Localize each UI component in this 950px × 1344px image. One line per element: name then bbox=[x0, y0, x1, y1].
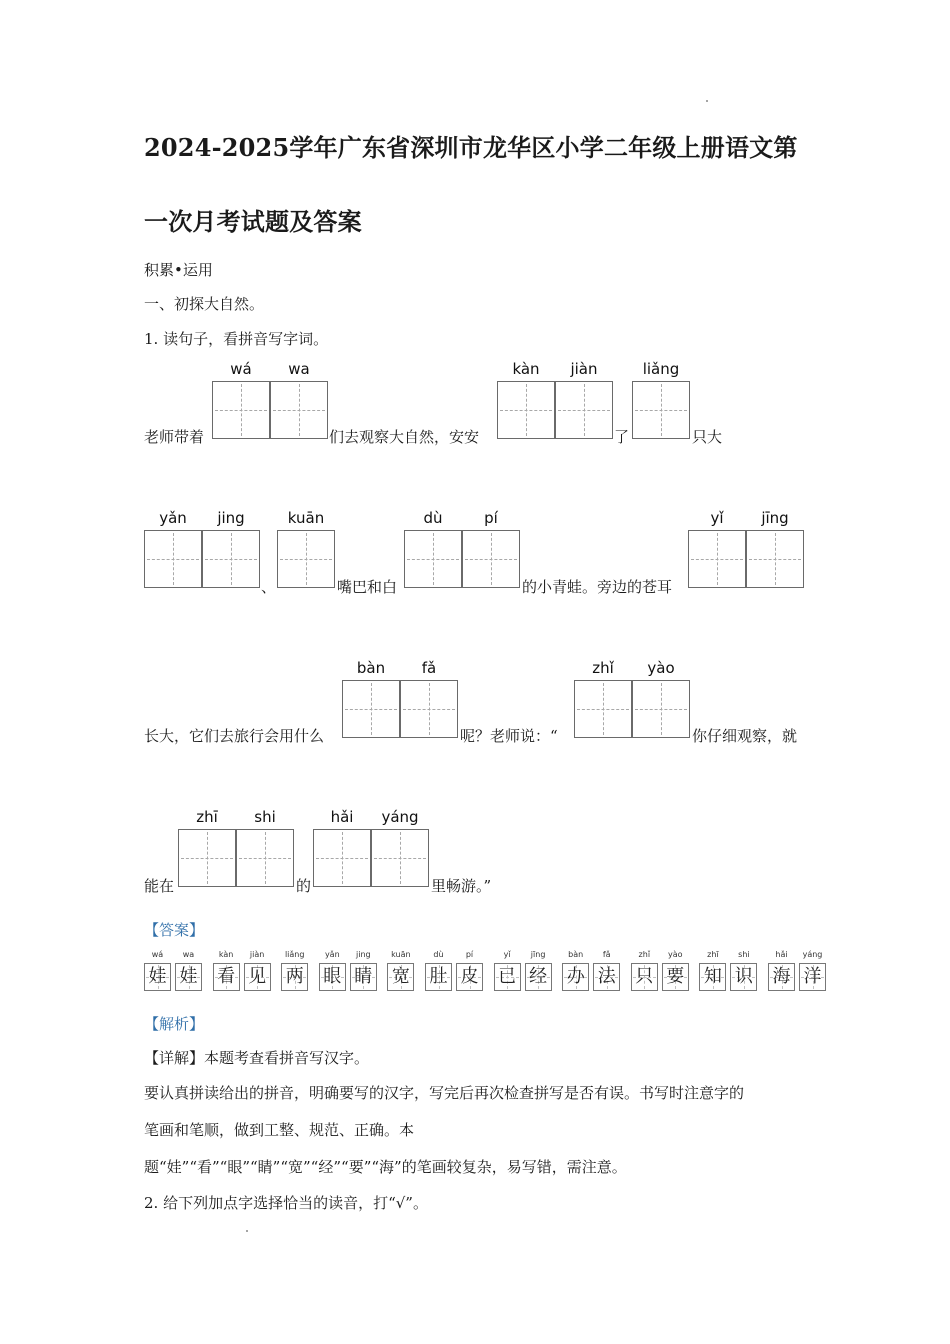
pinyin-label: jing bbox=[217, 509, 245, 527]
sentence-segment: 你仔细观察，就 bbox=[692, 727, 798, 745]
answer-pinyin: jing bbox=[356, 950, 371, 959]
sentence-segment: 的 bbox=[296, 877, 312, 895]
pinyin-label: zhī bbox=[196, 808, 218, 826]
writing-box[interactable] bbox=[144, 530, 202, 588]
answer-char: 海 bbox=[772, 966, 791, 987]
answer-pinyin: kuān bbox=[391, 950, 411, 959]
answer-char: 两 bbox=[285, 966, 304, 987]
answer-char-cell bbox=[350, 963, 377, 991]
pinyin-label: yáng bbox=[381, 808, 419, 826]
answer-char: 见 bbox=[248, 966, 267, 987]
answer-pinyin: zhǐ bbox=[638, 950, 651, 959]
answer-pinyin: wá bbox=[151, 950, 164, 959]
writing-box[interactable] bbox=[236, 829, 294, 887]
writing-box[interactable] bbox=[632, 680, 690, 738]
answer-char-cell bbox=[699, 963, 726, 991]
writing-box[interactable] bbox=[371, 829, 429, 887]
analysis-paragraph: 题“娃”“看”“眼”“睛”“宽”“经”“要”“海”的笔画较复杂，易写错，需注意。 bbox=[144, 1158, 627, 1176]
answer-char: 已 bbox=[498, 966, 517, 987]
answer-pinyin: yáng bbox=[802, 950, 823, 959]
answer-char-cell bbox=[662, 963, 689, 991]
answer-pinyin: liǎng bbox=[284, 950, 305, 959]
pinyin-label: zhǐ bbox=[592, 659, 614, 677]
answer-char: 识 bbox=[734, 966, 753, 987]
answer-char-cell bbox=[730, 963, 757, 991]
sentence-segment: 们去观察大自然，安安 bbox=[329, 428, 480, 446]
writing-box[interactable] bbox=[212, 381, 270, 439]
answer-pinyin: jiàn bbox=[249, 950, 265, 959]
question-1-prompt: 1. 读句子，看拼音写字词。 bbox=[144, 330, 329, 348]
pinyin-label: jiàn bbox=[570, 360, 598, 378]
sentence-segment: 里畅游。” bbox=[431, 877, 492, 895]
answer-pinyin: zhī bbox=[707, 950, 719, 959]
writing-box[interactable] bbox=[400, 680, 458, 738]
pinyin-label: fǎ bbox=[421, 659, 437, 677]
answer-pinyin: bàn bbox=[568, 950, 584, 959]
answer-char: 办 bbox=[566, 966, 585, 987]
pinyin-label: pí bbox=[484, 509, 498, 527]
analysis-paragraph: 要认真拼读给出的拼音，明确要写的汉字，写完后再次检查拼写是否有误。书写时注意字的 bbox=[144, 1084, 745, 1102]
answer-pinyin: shi bbox=[738, 950, 750, 959]
answer-char-cell bbox=[281, 963, 308, 991]
answer-label: 【答案】 bbox=[144, 921, 205, 939]
question-2-prompt: 2. 给下列加点字选择恰当的读音，打“√”。 bbox=[144, 1194, 428, 1212]
answer-char-cell bbox=[525, 963, 552, 991]
pinyin-label: yào bbox=[647, 659, 675, 677]
part-heading: 一、初探大自然。 bbox=[144, 295, 265, 313]
answer-char-cell bbox=[319, 963, 346, 991]
writing-box[interactable] bbox=[404, 530, 462, 588]
answer-char: 看 bbox=[217, 966, 236, 987]
answer-pinyin: yào bbox=[668, 950, 683, 959]
answer-char: 睛 bbox=[354, 966, 373, 987]
sentence-segment: 、 bbox=[261, 578, 277, 596]
pinyin-label: jīng bbox=[761, 509, 789, 527]
answer-pinyin: wa bbox=[182, 950, 195, 959]
answer-pinyin: fǎ bbox=[602, 950, 611, 959]
pinyin-label: dù bbox=[423, 509, 443, 527]
sentence-segment: 的小青蛙。旁边的苍耳 bbox=[522, 578, 673, 596]
answer-pinyin: pí bbox=[465, 950, 474, 959]
writing-box[interactable] bbox=[688, 530, 746, 588]
sentence-segment: 能在 bbox=[144, 877, 175, 895]
pinyin-label: kuān bbox=[287, 509, 325, 527]
answer-char: 经 bbox=[529, 966, 548, 987]
doc-title-line2: 一次月考试题及答案 bbox=[144, 207, 362, 236]
answer-char-cell bbox=[244, 963, 271, 991]
section-heading: 积累•运用 bbox=[144, 261, 213, 279]
pinyin-label: hǎi bbox=[330, 808, 354, 826]
writing-box[interactable] bbox=[555, 381, 613, 439]
answer-char-cell bbox=[494, 963, 521, 991]
answer-char-cell bbox=[387, 963, 414, 991]
answer-char-cell bbox=[768, 963, 795, 991]
answer-char-cell bbox=[631, 963, 658, 991]
writing-box[interactable] bbox=[497, 381, 555, 439]
analysis-paragraph: 笔画和笔顺，做到工整、规范、正确。本 bbox=[144, 1121, 415, 1139]
answer-char: 眼 bbox=[323, 966, 342, 987]
pinyin-label: yǎn bbox=[159, 509, 187, 527]
answer-char: 洋 bbox=[803, 966, 822, 987]
writing-box[interactable] bbox=[277, 530, 335, 588]
answer-pinyin: dù bbox=[433, 950, 444, 959]
answer-char: 法 bbox=[597, 966, 616, 987]
analysis-label: 【解析】 bbox=[144, 1015, 205, 1033]
writing-box[interactable] bbox=[202, 530, 260, 588]
page-mark-dot bbox=[246, 1230, 248, 1232]
sentence-segment: 只大 bbox=[692, 428, 723, 446]
answer-char-cell bbox=[425, 963, 452, 991]
answer-char-cell bbox=[799, 963, 826, 991]
page-mark-dot bbox=[706, 100, 708, 102]
answer-pinyin: hǎi bbox=[775, 950, 788, 959]
answer-char: 要 bbox=[666, 966, 685, 987]
answer-strip bbox=[144, 950, 823, 994]
answer-char-cell bbox=[213, 963, 240, 991]
writing-box[interactable] bbox=[574, 680, 632, 738]
answer-char-cell bbox=[562, 963, 589, 991]
sentence-segment: 长大，它们去旅行会用什么 bbox=[144, 727, 325, 745]
writing-box[interactable] bbox=[462, 530, 520, 588]
writing-box[interactable] bbox=[342, 680, 400, 738]
writing-box[interactable] bbox=[746, 530, 804, 588]
pinyin-label: liǎng bbox=[642, 360, 680, 378]
pinyin-label: kàn bbox=[512, 360, 540, 378]
sentence-segment: 了 bbox=[614, 428, 630, 446]
answer-pinyin: jīng bbox=[530, 950, 546, 959]
doc-title-line1: 2024-2025学年广东省深圳市龙华区小学二年级上册语文第 bbox=[144, 133, 798, 162]
writing-box[interactable] bbox=[178, 829, 236, 887]
pinyin-label: wá bbox=[230, 360, 252, 378]
pinyin-label: yǐ bbox=[710, 509, 724, 527]
writing-box[interactable] bbox=[270, 381, 328, 439]
answer-pinyin: yǐ bbox=[503, 950, 511, 959]
sentence-segment: 嘴巴和白 bbox=[337, 578, 398, 596]
answer-char: 宽 bbox=[391, 966, 410, 987]
answer-pinyin: kàn bbox=[218, 950, 234, 959]
answer-char: 只 bbox=[635, 966, 654, 987]
pinyin-label: bàn bbox=[356, 659, 386, 677]
sentence-segment: 呢？老师说：“ bbox=[460, 727, 558, 745]
answer-pinyin: yǎn bbox=[324, 950, 340, 959]
answer-char: 知 bbox=[703, 966, 722, 987]
answer-char: 肚 bbox=[429, 966, 448, 987]
pinyin-label: shi bbox=[254, 808, 276, 826]
answer-char: 娃 bbox=[179, 966, 198, 987]
answer-char-cell bbox=[144, 963, 171, 991]
answer-char-cell bbox=[593, 963, 620, 991]
answer-char: 皮 bbox=[460, 966, 479, 987]
writing-box[interactable] bbox=[632, 381, 690, 439]
sentence-segment: 老师带着 bbox=[144, 428, 205, 446]
writing-box[interactable] bbox=[313, 829, 371, 887]
answer-char: 娃 bbox=[148, 966, 167, 987]
analysis-detail: 【详解】本题考查看拼音写汉字。 bbox=[144, 1049, 370, 1067]
pinyin-label: wa bbox=[288, 360, 310, 378]
answer-char-cell bbox=[175, 963, 202, 991]
answer-char-cell bbox=[456, 963, 483, 991]
